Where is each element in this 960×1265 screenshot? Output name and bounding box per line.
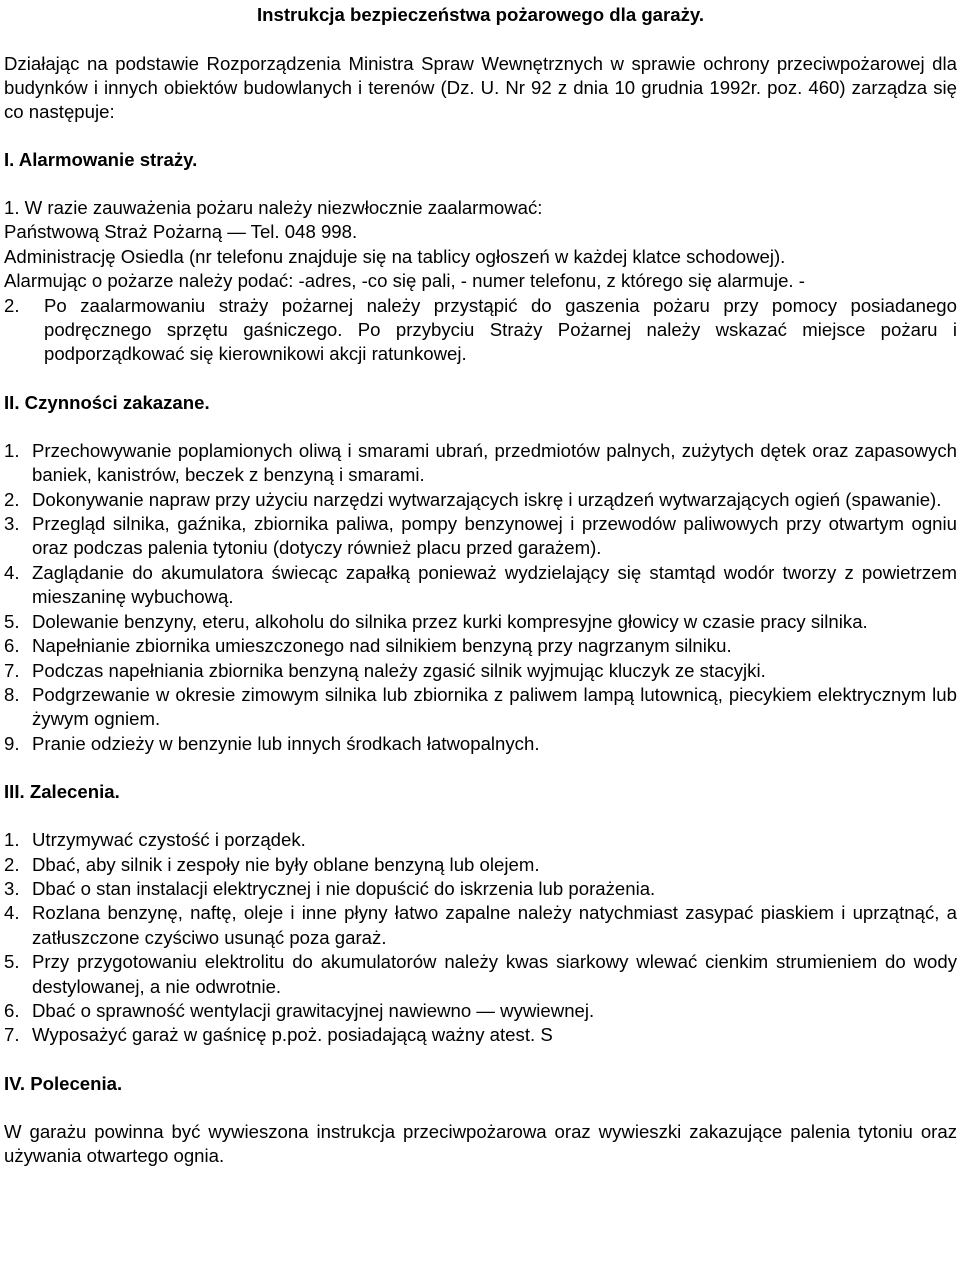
list-item <box>4 1023 957 1047</box>
section-1-line-4: Alarmując o pożarze należy podać: -adres, -co się pali, - numer telefonu, z którego się alarmuje. - <box>4 270 805 292</box>
item-text: Po zaalarmowaniu straży pożarnej należy przystąpić do gaszenia pożaru przy pomocy posiadanego podręcznego sprzętu gaśniczego. Po przybyciu Straży Pożarnej należy wskazać miejsce pożaru i podporządkować się kierownikowi akcji ratunkowej. <box>44 294 957 365</box>
list-item <box>4 877 957 901</box>
item-text: Przechowywanie poplamionych oliwą i smarami ubrań, przedmiotów palnych, zużytych dętek oraz zapasowych baniek, kanistrów, beczek z benzyną i smarami. <box>32 439 957 486</box>
item-number: 3. <box>4 877 20 899</box>
list-item <box>4 683 957 732</box>
intro-paragraph: Działając na podstawie Rozporządzenia Ministra Spraw Wewnętrznych w sprawie ochrony przeciwpożarowej dla budynków i innych obiektów budowlanych i terenów (Dz. U. Nr 92 z dnia 10 grudnia 1992r. poz. 460) zarządza się co następuje: <box>4 53 957 122</box>
document-title: Instrukcja bezpieczeństwa pożarowego dla garaży. <box>256 4 705 25</box>
section-1-line-1: 1. W razie zauważenia pożaru należy niezwłocznie zaalarmować: <box>4 197 543 218</box>
list-item <box>4 950 957 999</box>
item-number: 9. <box>4 732 20 754</box>
item-number: 6. <box>4 635 20 657</box>
item-text: Napełnianie zbiornika umieszczonego nad silnikiem benzyną przy nagrzanym silniku. <box>32 635 732 657</box>
list-item <box>4 659 957 683</box>
item-text: Rozlana benzynę, naftę, oleje i inne płyny łatwo zapalne należy natychmiast zasypać piaskiem i uprzątnąć, a zatłuszczone czyściwo usunąć poza garaż. <box>32 902 957 948</box>
document-page <box>4 0 957 1168</box>
section-1-line-3: Administrację Osiedla (nr telefonu znajduje się na tablicy ogłoszeń w każdej klatce schodowej). <box>4 245 786 267</box>
item-text: Przegląd silnika, gaźnika, zbiornika paliwa, pompy benzynowej i przewodów paliwowych przy otwartym ogniu oraz podczas palenia tytoniu (dotyczy również placu przed garażem). <box>32 513 957 559</box>
section-4-heading: IV. Polecenia. <box>4 1072 123 1094</box>
item-number: 4. <box>4 902 20 924</box>
list-item <box>4 828 957 852</box>
item-number: 2. <box>4 294 20 316</box>
item-number: 2. <box>4 488 20 510</box>
list-item <box>4 488 957 512</box>
item-text: Dolewanie benzyny, eteru, alkoholu do silnika przez kurki kompresyjne głowicy w czasie pracy silnika. <box>32 610 868 632</box>
section-1-body <box>4 196 957 367</box>
item-text: Dokonywanie napraw przy użyciu narzędzi wytwarzających iskrę i urządzeń wytwarzających ogień (spawanie). <box>32 488 942 510</box>
item-number: 8. <box>4 683 20 705</box>
item-number: 7. <box>4 659 20 681</box>
item-text: Dbać o sprawność wentylacji grawitacyjnej nawiewno — wywiewnej. <box>32 999 595 1021</box>
list-item <box>4 999 957 1023</box>
section-3-heading: III. Zalecenia. <box>4 781 120 803</box>
item-number: 4. <box>4 561 20 583</box>
item-number: 5. <box>4 951 20 973</box>
section-1-line-2: Państwową Straż Pożarną — Tel. 048 998. <box>4 221 358 243</box>
section-2-heading: II. Czynności zakazane. <box>4 391 210 413</box>
item-text: Przy przygotowaniu elektrolitu do akumulatorów należy kwas siarkowy wlewać cienkim strumieniem do wody destylowanej, a nie odwrotnie. <box>32 951 957 997</box>
item-text: Zaglądanie do akumulatora świecąc zapałką ponieważ wydzielający się stamtąd wodór tworzy z powietrzem mieszaninę wybuchową. <box>32 561 957 608</box>
item-text: Pranie odzieży w benzynie lub innych środkach łatwopalnych. <box>32 732 540 754</box>
item-text: Dbać o stan instalacji elektrycznej i nie dopuścić do iskrzenia lub porażenia. <box>32 877 656 899</box>
section-3-list <box>4 828 957 1048</box>
item-text: Podgrzewanie w okresie zimowym silnika lub zbiornika z paliwem lampą lutownicą, piecykiem elektrycznym lub żywym ogniem. <box>32 683 957 730</box>
section-1-heading: I. Alarmowanie straży. <box>4 149 198 170</box>
item-number: 3. <box>4 513 20 535</box>
list-item <box>4 439 957 488</box>
item-number: 6. <box>4 999 20 1021</box>
item-number: 1. <box>4 829 20 851</box>
list-item <box>4 901 957 950</box>
list-item <box>4 634 957 658</box>
item-number: 5. <box>4 610 20 632</box>
list-item <box>4 853 957 877</box>
item-text: Wyposażyć garaż w gaśnicę p.poż. posiadającą ważny atest. S <box>32 1024 553 1046</box>
item-text: Utrzymywać czystość i porządek. <box>32 829 306 851</box>
list-item <box>4 610 957 634</box>
list-item <box>4 512 957 561</box>
section-2-list <box>4 439 957 756</box>
section-4-paragraph: W garażu powinna być wywieszona instrukcja przeciwpożarowa oraz wywieszki zakazujące palenia tytoniu oraz używania otwartego ognia. <box>4 1120 957 1166</box>
item-number: 7. <box>4 1024 20 1046</box>
item-text: Dbać, aby silnik i zespoły nie były oblane benzyną lub olejem. <box>32 853 540 875</box>
list-item <box>4 732 957 756</box>
section-1-item-2 <box>4 294 957 367</box>
item-text: Podczas napełniania zbiornika benzyną należy zgasić silnik wyjmując kluczyk ze stacyjki. <box>32 659 766 681</box>
list-item <box>4 561 957 610</box>
item-number: 1. <box>4 439 20 461</box>
item-number: 2. <box>4 853 20 875</box>
